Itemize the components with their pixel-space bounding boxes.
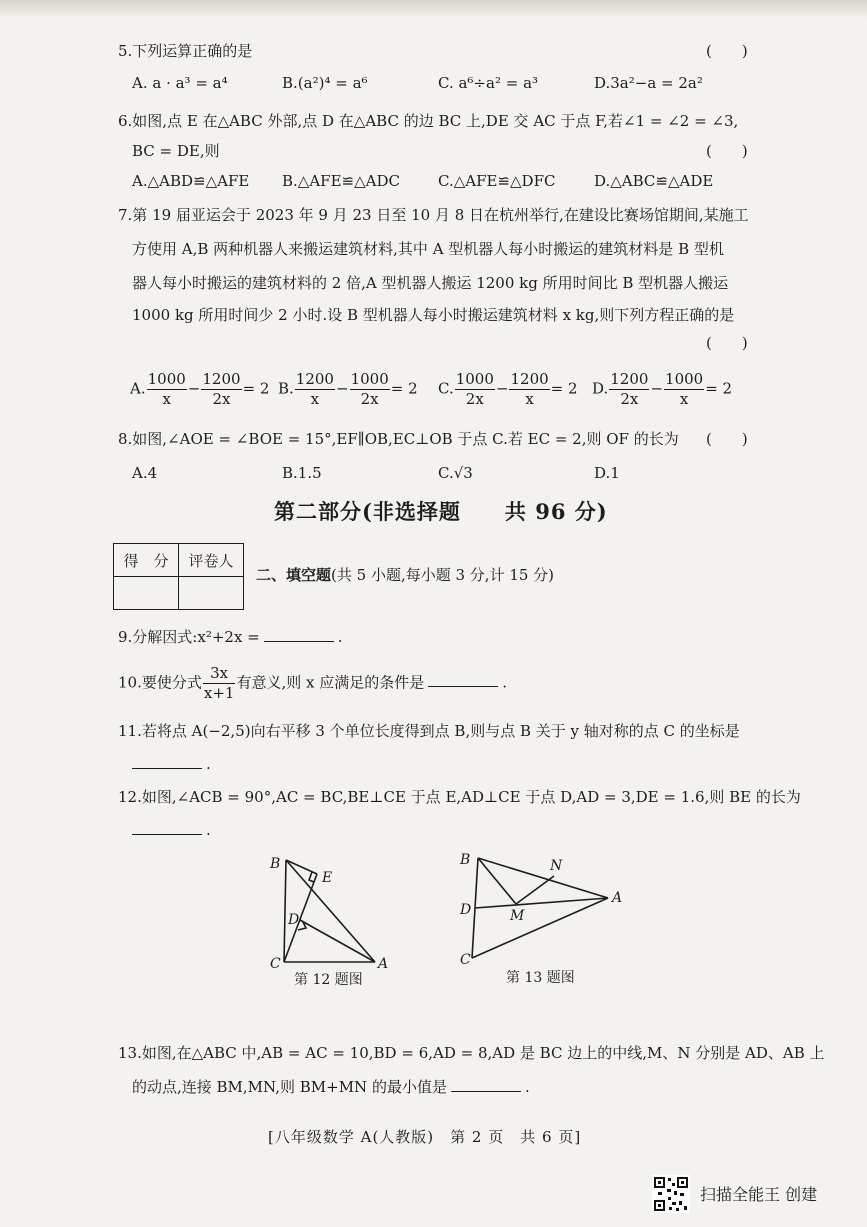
q5-answer-paren: ( ): [706, 42, 748, 60]
frac-denominator: x: [679, 389, 689, 408]
part-note: (共 5 小题,每小题 3 分,计 15 分): [331, 566, 555, 584]
frac-denominator: x: [310, 389, 320, 408]
q6-option-d: D.△ABC≌△ADE: [594, 172, 714, 190]
fig12-segment-bc: [284, 860, 286, 962]
q7-option-b-frac1: [295, 370, 335, 409]
minus-sign: −: [650, 379, 664, 398]
fig12-caption: 第 12 题图: [294, 972, 363, 988]
fig13-label-a: A: [612, 890, 623, 906]
q12-line1: 12.如图,∠ACB = 90°,AC = BC,BE⊥CE 于点 E,AD⊥CE 于点 D,AD = 3,DE = 1.6,则 BE 的长为: [118, 788, 801, 806]
q5-option-a: A. a · a³ = a⁴: [132, 74, 228, 92]
frac-denominator: x: [162, 389, 171, 408]
q12-period: .: [206, 821, 211, 839]
fig13-label-b: B: [460, 852, 471, 868]
equation-rhs: = 2: [242, 379, 270, 398]
figure-12: [262, 850, 402, 995]
q13-period: .: [524, 1078, 530, 1096]
score-header-grader: 评卷人: [179, 544, 244, 577]
fig13-segment-ba: [478, 858, 608, 898]
equation-rhs: = 2: [705, 379, 733, 398]
fig12-segment-be: [286, 860, 317, 874]
q7-option-c-frac1: [455, 370, 495, 409]
score-header-score: 得 分: [114, 544, 179, 577]
part-title: 二、填空题: [256, 566, 332, 584]
q6-option-c: C.△AFE≌△DFC: [438, 172, 556, 190]
q7-option-a: [130, 370, 269, 409]
q5-option-d: D.3a²−a = 2a²: [594, 74, 703, 92]
q7-option-b: [278, 370, 418, 409]
q7-line1: 7.第 19 届亚运会于 2023 年 9 月 23 日至 10 月 8 日在杭州举行,在建设比赛场馆期间,某施工: [118, 206, 749, 224]
scanner-watermark: 扫描全能王 创建: [700, 1185, 818, 1204]
q10: [118, 664, 507, 703]
q11-period: .: [206, 755, 211, 773]
q13-line2-text: 的动点,连接 BM,MN,则 BM+MN 的最小值是: [132, 1078, 447, 1096]
page-footer: [八年级数学 A(人教版) 第 2 页 共 6 页]: [268, 1128, 582, 1146]
equation-rhs: = 2: [390, 379, 418, 398]
q10-pre: 10.要使分式: [118, 673, 202, 692]
q5-option-b: B.(a²)⁴ = a⁶: [282, 74, 368, 92]
q10-answer-blank[interactable]: [428, 672, 498, 687]
q7-option-d-label: D.: [592, 379, 609, 398]
q5-option-c: C. a⁶÷a² = a³: [438, 74, 539, 92]
score-cell-score: [114, 577, 179, 610]
q7-option-c: [438, 370, 578, 409]
fig13-segment-mn: [516, 876, 554, 904]
q8-option-c: C.√3: [438, 464, 473, 482]
q7-line4: 1000 kg 所用时间少 2 小时.设 B 型机器人每小时搬运建筑材料 x kg,则下列方程正确的是: [132, 306, 735, 324]
q9: [118, 626, 343, 647]
fig13-label-d: D: [460, 902, 472, 918]
q9-text: 9.分解因式:x²+2x =: [118, 628, 260, 646]
frac-denominator: 2x: [212, 389, 231, 408]
q13-line2: [132, 1076, 530, 1097]
fig12-label-e: E: [322, 870, 333, 886]
fig12-segment-ad: [300, 920, 375, 962]
q7-line3: 器人每小时搬运的建筑材料的 2 倍,A 型机器人搬运 1200 kg 所用时间比 B 型机器人搬运: [132, 274, 729, 292]
fig12-label-d: D: [288, 912, 300, 928]
fig13-segment-bm: [478, 858, 516, 904]
q8-option-d: D.1: [594, 464, 620, 482]
fig12-right-angle-e: [309, 872, 314, 882]
score-cell-grader: [179, 577, 244, 610]
minus-sign: −: [495, 379, 509, 398]
fig12-label-c: C: [270, 956, 281, 972]
q7-option-a-frac1: [147, 370, 187, 409]
frac-numerator: 1200: [510, 370, 549, 388]
q8-answer-paren: ( ): [706, 430, 748, 448]
frac-denominator: 2x: [360, 389, 379, 408]
equation-rhs: = 2: [550, 379, 578, 398]
frac-denominator: 2x: [620, 389, 639, 408]
q6-stem-line1: 6.如图,点 E 在△ABC 外部,点 D 在△ABC 的边 BC 上,DE 交 AC 于点 F,若∠1 = ∠2 = ∠3,: [118, 112, 739, 130]
q9-period: .: [337, 628, 343, 646]
q11-answer-blank[interactable]: [132, 754, 202, 769]
frac-denominator: 2x: [465, 389, 484, 408]
score-table: [113, 543, 244, 610]
fig12-label-b: B: [270, 856, 281, 872]
q10-post: 有意义,则 x 应满足的条件是: [236, 673, 425, 692]
q11-answer-line: [132, 754, 211, 773]
fig13-caption: 第 13 题图: [506, 970, 575, 986]
part-heading: [256, 564, 554, 585]
fig13-label-n: N: [550, 858, 563, 874]
frac-numerator: 1200: [202, 370, 241, 388]
frac-denominator: x: [525, 389, 534, 408]
q7-option-c-frac2: [509, 370, 549, 409]
frac-denominator: x+1: [203, 683, 235, 702]
minus-sign: −: [335, 379, 349, 398]
q6-stem-line2: BC = DE,则: [132, 142, 220, 160]
q7-option-c-label: C.: [438, 379, 454, 398]
frac-numerator: 1000: [455, 370, 494, 388]
q7-option-b-frac2: [350, 370, 390, 409]
frac-numerator: 3x: [203, 664, 236, 684]
q12-answer-blank[interactable]: [132, 820, 202, 835]
q10-period: .: [502, 673, 507, 692]
scan-top-shadow: [0, 0, 867, 18]
section2-title: 第二部分(非选择题 共 96 分): [274, 499, 608, 524]
q8-stem: 8.如图,∠AOE = ∠BOE = 15°,EF∥OB,EC⊥OB 于点 C.若 EC = 2,则 OF 的长为: [118, 430, 679, 448]
q7-option-a-label: A.: [130, 379, 146, 398]
q7-option-d-frac2: [664, 370, 704, 409]
q6-option-b: B.△AFE≌△ADC: [282, 172, 400, 190]
fig12-label-a: A: [378, 956, 389, 972]
q7-option-d-frac1: [609, 370, 649, 409]
q7-answer-paren: ( ): [706, 334, 748, 352]
frac-numerator: 1000: [350, 370, 389, 388]
q12-answer-line: [132, 820, 211, 839]
q7-option-a-frac2: [201, 370, 241, 409]
q10-fraction: [203, 664, 236, 703]
q7-line2: 方使用 A,B 两种机器人来搬运建筑材料,其中 A 型机器人每小时搬运的建筑材料是 B 型机: [132, 240, 724, 258]
q13-line1: 13.如图,在△ABC 中,AB = AC = 10,BD = 6,AD = 8,AD 是 BC 边上的中线,M、N 分别是 AD、AB 上: [118, 1044, 825, 1062]
q7-option-b-label: B.: [278, 379, 294, 398]
q13-answer-blank[interactable]: [451, 1077, 521, 1092]
figure-13: [456, 846, 632, 991]
q5-stem: 5.下列运算正确的是: [118, 42, 253, 60]
frac-numerator: 1200: [295, 370, 334, 388]
fig13-label-c: C: [460, 952, 471, 968]
frac-numerator: 1200: [610, 370, 649, 388]
fig13-label-m: M: [510, 908, 525, 924]
frac-numerator: 1000: [147, 370, 186, 388]
minus-sign: −: [187, 379, 201, 398]
q6-option-a: A.△ABD≌△AFE: [132, 172, 250, 190]
q7-option-d: [592, 370, 732, 409]
qr-code-icon: [652, 1175, 690, 1213]
q8-option-a: A.4: [132, 464, 158, 482]
q6-answer-paren: ( ): [706, 142, 748, 160]
q9-answer-blank[interactable]: [264, 627, 334, 642]
q11-line1: 11.若将点 A(−2,5)向右平移 3 个单位长度得到点 B,则与点 B 关于 y 轴对称的点 C 的坐标是: [118, 722, 740, 740]
q8-option-b: B.1.5: [282, 464, 322, 482]
frac-numerator: 1000: [665, 370, 704, 388]
